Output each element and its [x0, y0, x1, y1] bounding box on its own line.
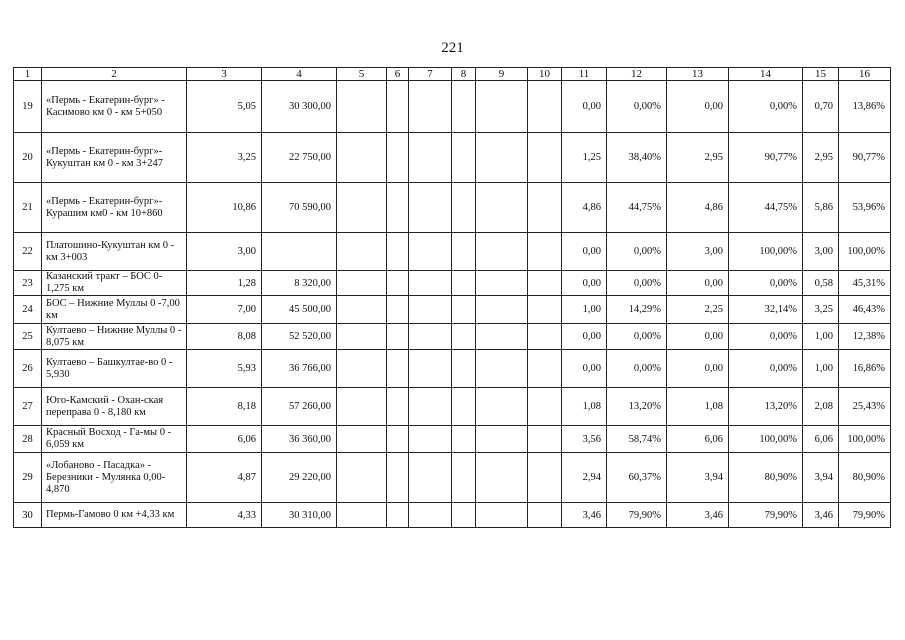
value-cell-col-11: 3,56	[562, 426, 607, 453]
value-cell-col-14: 0,00%	[729, 350, 803, 388]
table-row	[14, 350, 891, 388]
value-cell-col-7	[409, 81, 452, 133]
column-header-6: 6	[387, 68, 409, 81]
value-cell-col-12: 58,74%	[607, 426, 667, 453]
value-cell-col-13: 0,00	[667, 271, 729, 296]
value-cell-col-6	[387, 388, 409, 426]
value-cell-col-7	[409, 133, 452, 183]
value-cell-col-16: 100,00%	[839, 426, 891, 453]
value-cell-col-8	[452, 503, 476, 528]
column-header-1: 1	[14, 68, 42, 81]
road-name-cell: БОС – Нижние Муллы 0 -7,00 км	[42, 296, 187, 324]
value-cell-col-8	[452, 453, 476, 503]
value-cell-col-9	[476, 183, 528, 233]
value-cell-col-9	[476, 324, 528, 350]
value-cell-col-9	[476, 233, 528, 271]
value-cell-col-4: 52 520,00	[262, 324, 337, 350]
value-cell-col-13: 0,00	[667, 324, 729, 350]
column-header-7: 7	[409, 68, 452, 81]
value-cell-col-9	[476, 388, 528, 426]
value-cell-col-9	[476, 81, 528, 133]
value-cell-col-7	[409, 426, 452, 453]
value-cell-col-12: 60,37%	[607, 453, 667, 503]
value-cell-col-3: 5,05	[187, 81, 262, 133]
value-cell-col-15: 2,95	[803, 133, 839, 183]
value-cell-col-8	[452, 233, 476, 271]
value-cell-col-12: 0,00%	[607, 324, 667, 350]
value-cell-col-7	[409, 183, 452, 233]
value-cell-col-6	[387, 350, 409, 388]
value-cell-col-11: 1,08	[562, 388, 607, 426]
road-name-cell: Пермь-Гамово 0 км +4,33 км	[42, 503, 187, 528]
value-cell-col-12: 38,40%	[607, 133, 667, 183]
header-row	[14, 68, 891, 81]
value-cell-col-9	[476, 133, 528, 183]
value-cell-col-4: 30 300,00	[262, 81, 337, 133]
value-cell-col-4: 45 500,00	[262, 296, 337, 324]
row-number-cell: 25	[14, 324, 42, 350]
value-cell-col-9	[476, 271, 528, 296]
value-cell-col-14: 79,90%	[729, 503, 803, 528]
table-row	[14, 453, 891, 503]
value-cell-col-5	[337, 233, 387, 271]
value-cell-col-5	[337, 453, 387, 503]
value-cell-col-7	[409, 233, 452, 271]
value-cell-col-4: 22 750,00	[262, 133, 337, 183]
value-cell-col-16: 12,38%	[839, 324, 891, 350]
value-cell-col-15: 6,06	[803, 426, 839, 453]
value-cell-col-10	[528, 503, 562, 528]
value-cell-col-13: 3,94	[667, 453, 729, 503]
value-cell-col-12: 0,00%	[607, 81, 667, 133]
road-name-cell: Култаево – Нижние Муллы 0 - 8,075 км	[42, 324, 187, 350]
value-cell-col-14: 0,00%	[729, 81, 803, 133]
row-number-cell: 22	[14, 233, 42, 271]
value-cell-col-8	[452, 271, 476, 296]
table-row	[14, 296, 891, 324]
value-cell-col-8	[452, 296, 476, 324]
value-cell-col-15: 3,46	[803, 503, 839, 528]
value-cell-col-7	[409, 503, 452, 528]
value-cell-col-14: 80,90%	[729, 453, 803, 503]
value-cell-col-3: 10,86	[187, 183, 262, 233]
road-name-cell: Култаево – Башкултае-во 0 - 5,930	[42, 350, 187, 388]
value-cell-col-15: 3,94	[803, 453, 839, 503]
row-number-cell: 28	[14, 426, 42, 453]
value-cell-col-5	[337, 324, 387, 350]
value-cell-col-8	[452, 133, 476, 183]
value-cell-col-6	[387, 296, 409, 324]
column-header-13: 13	[667, 68, 729, 81]
value-cell-col-6	[387, 503, 409, 528]
value-cell-col-8	[452, 81, 476, 133]
value-cell-col-8	[452, 388, 476, 426]
value-cell-col-8	[452, 324, 476, 350]
value-cell-col-14: 100,00%	[729, 233, 803, 271]
row-number-cell: 26	[14, 350, 42, 388]
value-cell-col-5	[337, 81, 387, 133]
value-cell-col-9	[476, 453, 528, 503]
value-cell-col-13: 2,25	[667, 296, 729, 324]
value-cell-col-15: 5,86	[803, 183, 839, 233]
column-header-2: 2	[42, 68, 187, 81]
value-cell-col-4: 29 220,00	[262, 453, 337, 503]
value-cell-col-6	[387, 233, 409, 271]
value-cell-col-16: 80,90%	[839, 453, 891, 503]
road-name-cell: Юго-Камский - Охан-ская переправа 0 - 8,180 км	[42, 388, 187, 426]
value-cell-col-9	[476, 426, 528, 453]
value-cell-col-6	[387, 426, 409, 453]
column-header-11: 11	[562, 68, 607, 81]
row-number-cell: 20	[14, 133, 42, 183]
value-cell-col-15: 1,00	[803, 324, 839, 350]
value-cell-col-10	[528, 133, 562, 183]
column-header-5: 5	[337, 68, 387, 81]
column-header-14: 14	[729, 68, 803, 81]
value-cell-col-11: 1,25	[562, 133, 607, 183]
value-cell-col-12: 0,00%	[607, 233, 667, 271]
value-cell-col-16: 90,77%	[839, 133, 891, 183]
value-cell-col-15: 1,00	[803, 350, 839, 388]
value-cell-col-16: 79,90%	[839, 503, 891, 528]
column-header-3: 3	[187, 68, 262, 81]
value-cell-col-3: 8,18	[187, 388, 262, 426]
value-cell-col-4: 70 590,00	[262, 183, 337, 233]
value-cell-col-3: 3,00	[187, 233, 262, 271]
value-cell-col-5	[337, 296, 387, 324]
table-row	[14, 183, 891, 233]
value-cell-col-3: 8,08	[187, 324, 262, 350]
value-cell-col-5	[337, 271, 387, 296]
value-cell-col-3: 5,93	[187, 350, 262, 388]
value-cell-col-8	[452, 183, 476, 233]
value-cell-col-11: 0,00	[562, 81, 607, 133]
value-cell-col-13: 3,00	[667, 233, 729, 271]
value-cell-col-3: 4,33	[187, 503, 262, 528]
value-cell-col-8	[452, 426, 476, 453]
value-cell-col-13: 2,95	[667, 133, 729, 183]
table-row	[14, 324, 891, 350]
value-cell-col-13: 1,08	[667, 388, 729, 426]
value-cell-col-6	[387, 81, 409, 133]
column-header-10: 10	[528, 68, 562, 81]
value-cell-col-13: 3,46	[667, 503, 729, 528]
value-cell-col-12: 14,29%	[607, 296, 667, 324]
value-cell-col-10	[528, 271, 562, 296]
value-cell-col-14: 0,00%	[729, 324, 803, 350]
value-cell-col-13: 0,00	[667, 350, 729, 388]
row-number-cell: 23	[14, 271, 42, 296]
value-cell-col-6	[387, 133, 409, 183]
value-cell-col-10	[528, 453, 562, 503]
value-cell-col-3: 6,06	[187, 426, 262, 453]
road-name-cell: Красный Восход - Га-мы 0 - 6,059 км	[42, 426, 187, 453]
value-cell-col-3: 3,25	[187, 133, 262, 183]
value-cell-col-12: 79,90%	[607, 503, 667, 528]
column-header-16: 16	[839, 68, 891, 81]
road-name-cell: Казанский тракт – БОС 0-1,275 км	[42, 271, 187, 296]
table-row	[14, 233, 891, 271]
value-cell-col-4: 36 360,00	[262, 426, 337, 453]
value-cell-col-10	[528, 388, 562, 426]
value-cell-col-10	[528, 81, 562, 133]
value-cell-col-10	[528, 350, 562, 388]
value-cell-col-10	[528, 426, 562, 453]
value-cell-col-15: 3,25	[803, 296, 839, 324]
value-cell-col-4	[262, 233, 337, 271]
table-row	[14, 388, 891, 426]
value-cell-col-9	[476, 296, 528, 324]
value-cell-col-15: 0,58	[803, 271, 839, 296]
value-cell-col-4: 36 766,00	[262, 350, 337, 388]
value-cell-col-7	[409, 271, 452, 296]
value-cell-col-5	[337, 183, 387, 233]
value-cell-col-16: 53,96%	[839, 183, 891, 233]
column-header-4: 4	[262, 68, 337, 81]
value-cell-col-3: 1,28	[187, 271, 262, 296]
value-cell-col-9	[476, 350, 528, 388]
value-cell-col-15: 0,70	[803, 81, 839, 133]
table-row	[14, 271, 891, 296]
road-name-cell: Платошино-Кукуштан км 0 - км 3+003	[42, 233, 187, 271]
value-cell-col-5	[337, 426, 387, 453]
data-table	[13, 67, 891, 528]
page-number: 221	[441, 40, 464, 56]
row-number-cell: 21	[14, 183, 42, 233]
value-cell-col-4: 30 310,00	[262, 503, 337, 528]
value-cell-col-14: 44,75%	[729, 183, 803, 233]
value-cell-col-10	[528, 183, 562, 233]
value-cell-col-16: 100,00%	[839, 233, 891, 271]
column-header-9: 9	[476, 68, 528, 81]
value-cell-col-6	[387, 453, 409, 503]
value-cell-col-6	[387, 271, 409, 296]
value-cell-col-9	[476, 503, 528, 528]
column-header-12: 12	[607, 68, 667, 81]
value-cell-col-5	[337, 388, 387, 426]
value-cell-col-5	[337, 350, 387, 388]
column-header-8: 8	[452, 68, 476, 81]
value-cell-col-16: 16,86%	[839, 350, 891, 388]
value-cell-col-16: 45,31%	[839, 271, 891, 296]
value-cell-col-7	[409, 388, 452, 426]
value-cell-col-10	[528, 233, 562, 271]
value-cell-col-13: 0,00	[667, 81, 729, 133]
table-row	[14, 81, 891, 133]
value-cell-col-4: 57 260,00	[262, 388, 337, 426]
value-cell-col-8	[452, 350, 476, 388]
value-cell-col-13: 4,86	[667, 183, 729, 233]
value-cell-col-7	[409, 350, 452, 388]
value-cell-col-14: 100,00%	[729, 426, 803, 453]
table-row	[14, 503, 891, 528]
value-cell-col-16: 13,86%	[839, 81, 891, 133]
row-number-cell: 27	[14, 388, 42, 426]
value-cell-col-16: 46,43%	[839, 296, 891, 324]
value-cell-col-12: 13,20%	[607, 388, 667, 426]
value-cell-col-6	[387, 183, 409, 233]
value-cell-col-5	[337, 503, 387, 528]
value-cell-col-10	[528, 324, 562, 350]
value-cell-col-5	[337, 133, 387, 183]
row-number-cell: 19	[14, 81, 42, 133]
value-cell-col-11: 1,00	[562, 296, 607, 324]
value-cell-col-6	[387, 324, 409, 350]
road-name-cell: «Пермь - Екатерин-бург»- Кукуштан км 0 - км 3+247	[42, 133, 187, 183]
value-cell-col-13: 6,06	[667, 426, 729, 453]
table-row	[14, 133, 891, 183]
value-cell-col-14: 32,14%	[729, 296, 803, 324]
road-name-cell: «Пермь - Екатерин-бург»- Курашим км0 - км 10+860	[42, 183, 187, 233]
row-number-cell: 29	[14, 453, 42, 503]
value-cell-col-11: 2,94	[562, 453, 607, 503]
value-cell-col-7	[409, 453, 452, 503]
value-cell-col-14: 0,00%	[729, 271, 803, 296]
value-cell-col-15: 3,00	[803, 233, 839, 271]
column-header-15: 15	[803, 68, 839, 81]
value-cell-col-12: 0,00%	[607, 271, 667, 296]
row-number-cell: 24	[14, 296, 42, 324]
row-number-cell: 30	[14, 503, 42, 528]
value-cell-col-16: 25,43%	[839, 388, 891, 426]
value-cell-col-10	[528, 296, 562, 324]
road-name-cell: «Лобаново - Пасадка» - Березники - Мулянка 0,00- 4,870	[42, 453, 187, 503]
value-cell-col-12: 44,75%	[607, 183, 667, 233]
value-cell-col-14: 13,20%	[729, 388, 803, 426]
value-cell-col-4: 8 320,00	[262, 271, 337, 296]
value-cell-col-14: 90,77%	[729, 133, 803, 183]
value-cell-col-3: 7,00	[187, 296, 262, 324]
value-cell-col-11: 0,00	[562, 271, 607, 296]
road-name-cell: «Пермь - Екатерин-бург» - Касимово км 0 - км 5+050	[42, 81, 187, 133]
value-cell-col-11: 4,86	[562, 183, 607, 233]
table-row	[14, 426, 891, 453]
value-cell-col-12: 0,00%	[607, 350, 667, 388]
value-cell-col-11: 0,00	[562, 233, 607, 271]
value-cell-col-11: 0,00	[562, 350, 607, 388]
value-cell-col-11: 0,00	[562, 324, 607, 350]
value-cell-col-15: 2,08	[803, 388, 839, 426]
value-cell-col-7	[409, 296, 452, 324]
value-cell-col-11: 3,46	[562, 503, 607, 528]
value-cell-col-3: 4,87	[187, 453, 262, 503]
value-cell-col-7	[409, 324, 452, 350]
